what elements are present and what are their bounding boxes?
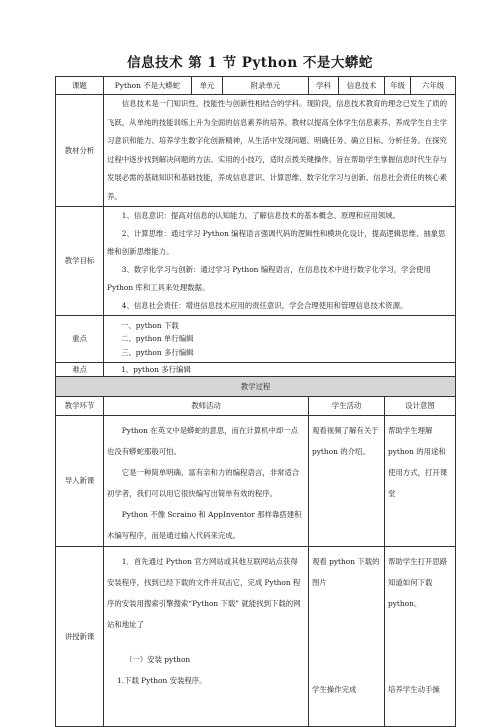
student-activity: 学生操作完成 <box>312 685 357 694</box>
process-row <box>56 547 456 727</box>
difficulty-text: 1、python 多行编辑 <box>104 363 456 377</box>
subject-value: 信息技术 <box>339 77 385 95</box>
analysis-text: 信息技术是一门知识性、技能性与创新性相结合的学科。现阶段，信息技术教育的理念已发生了质的飞跃，从单纯的技能训练上升为全面的信息素养的培养。教材以提高全体学生信息素养、养成学生自主学习意识和能力、培养学生数字化创新精神，从生活中发现问题、明确任务、确立目标、分析任务。在探究过程中逐步找到解决问题的方法、实用的小技巧，适时点拨关键操作。旨在帮助学生掌握信息时代生存与发展必需的基础知识和基础技能，养成信息意识、计算思维、数字化学习与创新、信息社会责任的核心素养。 <box>107 99 447 201</box>
analysis-row <box>56 95 456 207</box>
difficulty-label: 难点 <box>56 363 104 377</box>
process-row <box>56 416 456 547</box>
key-point-item: 一、python 下载 <box>121 320 179 330</box>
process-stage: 导入新课 <box>56 416 104 547</box>
lesson-label: 课题 <box>56 77 104 95</box>
goal-item: 2、计算思维：通过学习 Python 编程语言强调代码的逻辑性和模块化设计，提高逻辑思维、抽象思维和创新思维能力。 <box>107 229 446 256</box>
process-stage: 讲授新课 <box>56 547 104 727</box>
design-intent: 培养学生动手操 <box>388 685 440 694</box>
process-heading: 教学过程 <box>56 377 456 397</box>
grade-label: 年级 <box>385 77 411 95</box>
teacher-activity: 1.下载 Python 安装程序。 <box>117 676 207 685</box>
design-intent: 帮助学生打开思路知道如何下载 python。 <box>388 557 448 608</box>
key-point-item: 三、python 多行编辑 <box>121 347 194 357</box>
goals-label: 教学目标 <box>56 207 104 316</box>
goal-item: 3、数字化学习与创新：通过学习 Python 编程语言，在信息技术中进行数字化学习，学会使用 Python 库和工具来处理数据。 <box>107 265 431 292</box>
column-header: 教学环节 <box>56 397 104 416</box>
teacher-activity: 1．首先通过 Python 官方网站或其他互联网站点获得安装程序，找到已经下载的文件并双击它，完成 Python 程序的安装用搜索引擎搜索“Python 下载” 就能找到下载的网站和地址了 <box>107 557 301 629</box>
lesson-value: Python 不是大蟒蛇 <box>104 77 192 95</box>
unit-value: 附录单元 <box>223 77 309 95</box>
goal-item: 4、信息社会责任：增进信息技术应用的责任意识，学会合理使用和管理信息技术资源。 <box>121 301 408 310</box>
key-point-item: 二、python 单行编辑 <box>121 334 194 344</box>
teacher-activity: 它是一种简单明确、富有亲和力的编程语言，非常适合初学者，我们可以用它很快编写出简单有效的程序。 <box>107 468 300 498</box>
analysis-label: 教材分析 <box>56 95 104 207</box>
teacher-activity: Python 不像 Scraino 和 AppInventor 那样靠搭建积木编写程序，而是通过输入代码来完成。 <box>107 510 302 540</box>
teacher-activity: Python 在英文中是蟒蛇的意思，而在计算机中却一点也没有蟒蛇那般可怕。 <box>107 426 299 456</box>
key-points-row <box>56 316 456 363</box>
page-title: 信息技术 第 1 节 Python 不是大蟒蛇 <box>127 55 373 71</box>
goals-row <box>56 207 456 316</box>
student-activity: 观看 python 下载的图片 <box>312 557 380 587</box>
subject-label: 学科 <box>309 77 339 95</box>
unit-label: 单元 <box>192 77 223 95</box>
teacher-activity: （一）安装 python <box>125 655 191 664</box>
column-header: 设计意图 <box>385 397 456 416</box>
process-heading-row <box>56 377 456 397</box>
lesson-plan-table <box>55 76 456 727</box>
design-intent: 帮助学生理解 python 的用途和使用方式，打开课堂 <box>385 416 456 547</box>
process-columns-row <box>56 397 456 416</box>
column-header: 教师活动 <box>104 397 309 416</box>
column-header: 学生活动 <box>309 397 385 416</box>
grade-value: 六年级 <box>411 77 456 95</box>
student-activity: 观看视频了解有关于 python 的介绍。 <box>309 416 385 547</box>
header-row <box>56 77 456 95</box>
difficulty-row <box>56 363 456 377</box>
key-points-label: 重点 <box>56 316 104 363</box>
goal-item: 1、信息意识：提高对信息的认知能力，了解信息技术的基本概念、原理和应用领域。 <box>121 211 400 220</box>
